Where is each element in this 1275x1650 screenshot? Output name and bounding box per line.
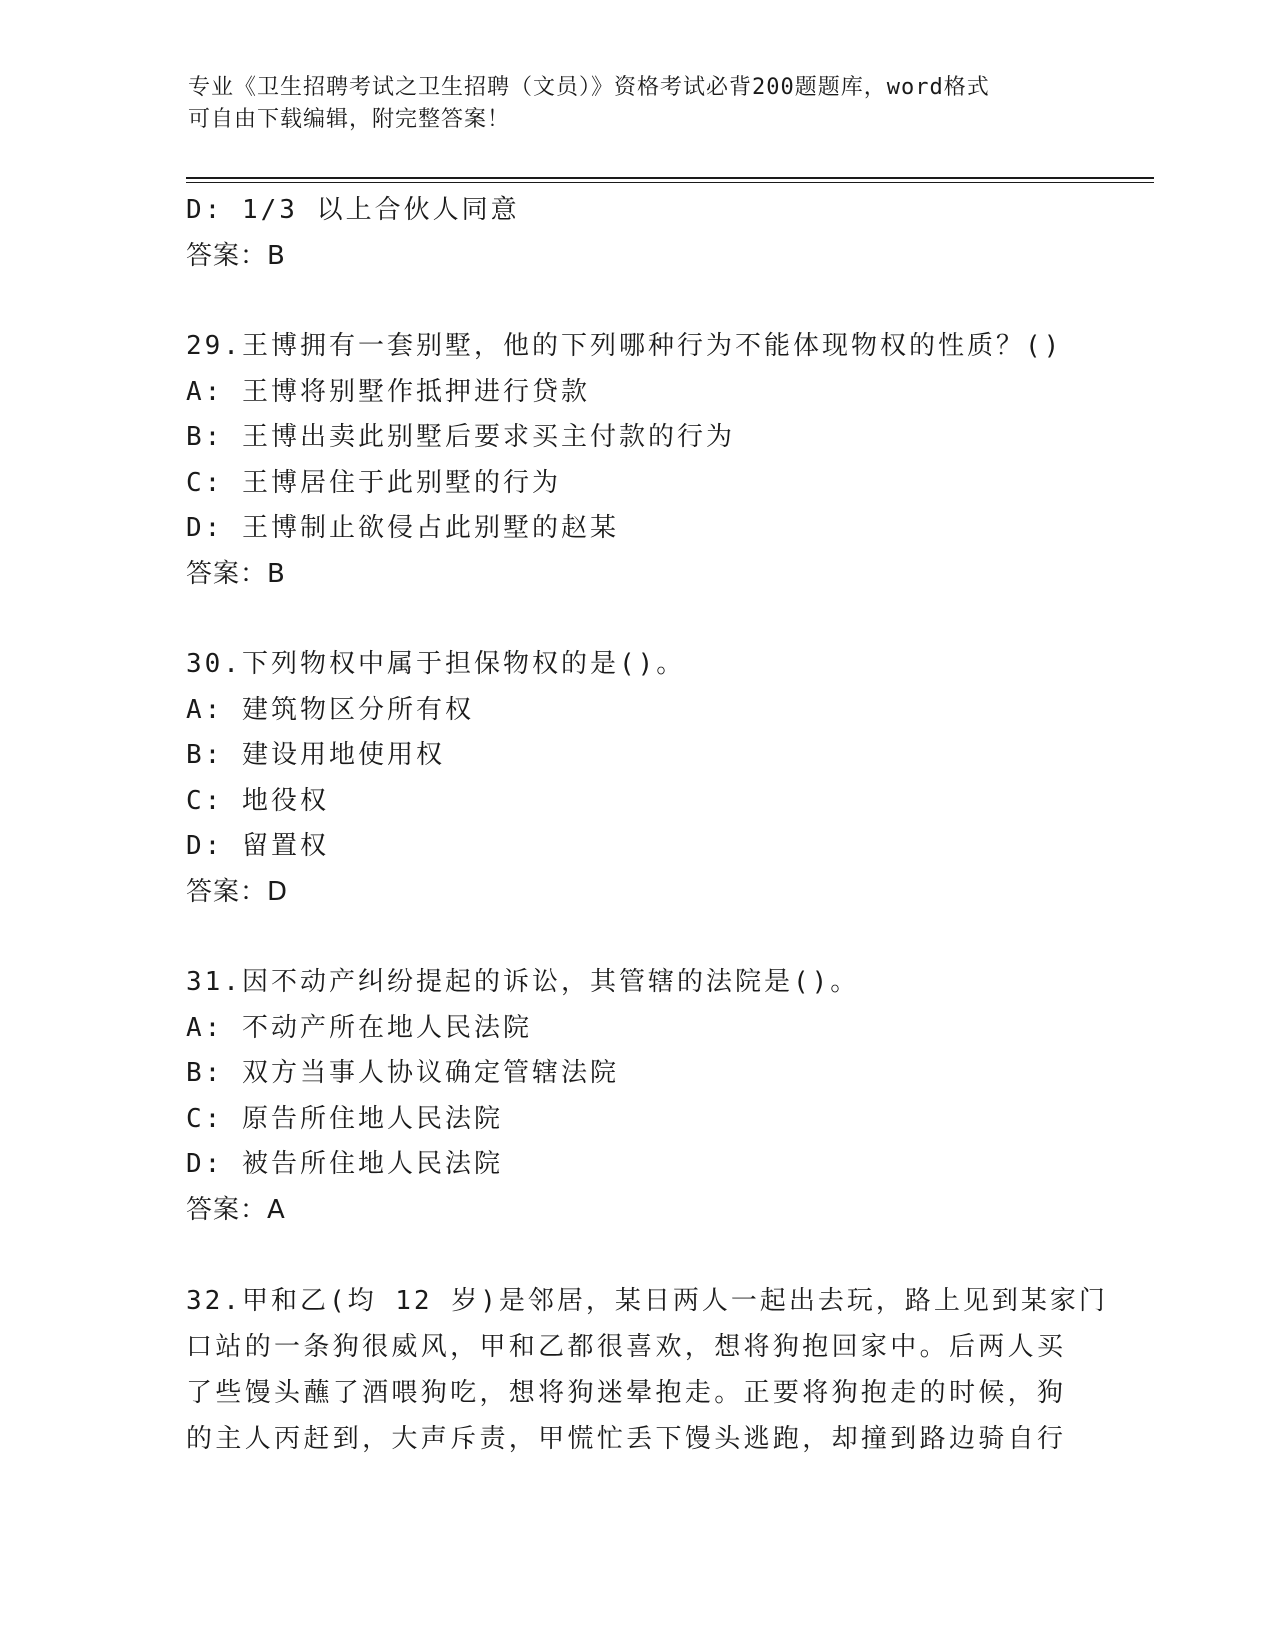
option-a: A: 不动产所在地人民法院: [186, 1012, 532, 1043]
option-c: C: 地役权: [186, 785, 329, 816]
question-30: [186, 642, 1086, 915]
question-29: [186, 324, 1086, 597]
header-title-line-2: 可自由下载编辑，附完整答案！: [188, 107, 511, 132]
option-a: A: 建筑物区分所有权: [186, 694, 474, 725]
header-divider: [186, 177, 1154, 179]
answer: 答案：D: [186, 876, 289, 907]
option-d: D: 被告所住地人民法院: [186, 1149, 503, 1179]
question-stem-line: 的主人丙赶到，大声斥责，甲慌忙丢下馒头逃跑，却撞到路边骑自行: [186, 1424, 1066, 1454]
spacer: [186, 915, 1086, 960]
header-divider-thin: [186, 182, 1154, 183]
question-stem-line: 口站的一条狗很威风，甲和乙都很喜欢，想将狗抱回家中。后两人买: [186, 1332, 1066, 1362]
answer: 答案：B: [186, 558, 286, 589]
question-28-tail: [186, 188, 1086, 279]
document-header: [188, 72, 1088, 136]
spacer: [186, 597, 1086, 642]
question-stem-line: 了些馒头蘸了酒喂狗吃，想将狗迷晕抱走。正要将狗抱走的时候，狗: [186, 1378, 1066, 1408]
option-c: C: 原告所住地人民法院: [186, 1103, 503, 1134]
option-d: D: 王博制止欲侵占此别墅的赵某: [186, 513, 619, 543]
option-b: B: 王博出卖此别墅后要求买主付款的行为: [186, 422, 735, 452]
option-a: A: 王博将别墅作抵押进行贷款: [186, 376, 590, 407]
answer: 答案：A: [186, 1194, 286, 1225]
question-stem-line: 32.甲和乙(均 12 岁)是邻居，某日两人一起出去玩，路上见到某家门: [186, 1286, 1108, 1316]
option-d: D: 1/3 以上合伙人同意: [186, 195, 520, 225]
question-31: [186, 960, 1086, 1233]
question-stem: 29.王博拥有一套别墅，他的下列哪种行为不能体现物权的性质？(): [186, 331, 1063, 361]
option-b: B: 双方当事人协议确定管辖法院: [186, 1058, 619, 1088]
question-stem: 31.因不动产纠纷提起的诉讼，其管辖的法院是()。: [186, 967, 860, 997]
answer: 答案：B: [186, 240, 286, 271]
question-32: [186, 1278, 1108, 1462]
option-c: C: 王博居住于此别墅的行为: [186, 467, 561, 498]
spacer: [186, 279, 1086, 324]
question-stem: 30.下列物权中属于担保物权的是()。: [186, 649, 686, 679]
option-d: D: 留置权: [186, 831, 329, 861]
document-body: [186, 188, 1108, 1462]
option-b: B: 建设用地使用权: [186, 740, 445, 770]
header-title-line-1: 专业《卫生招聘考试之卫生招聘（文员）》资格考试必背200题题库，word格式: [188, 75, 990, 100]
spacer: [186, 1233, 1086, 1278]
